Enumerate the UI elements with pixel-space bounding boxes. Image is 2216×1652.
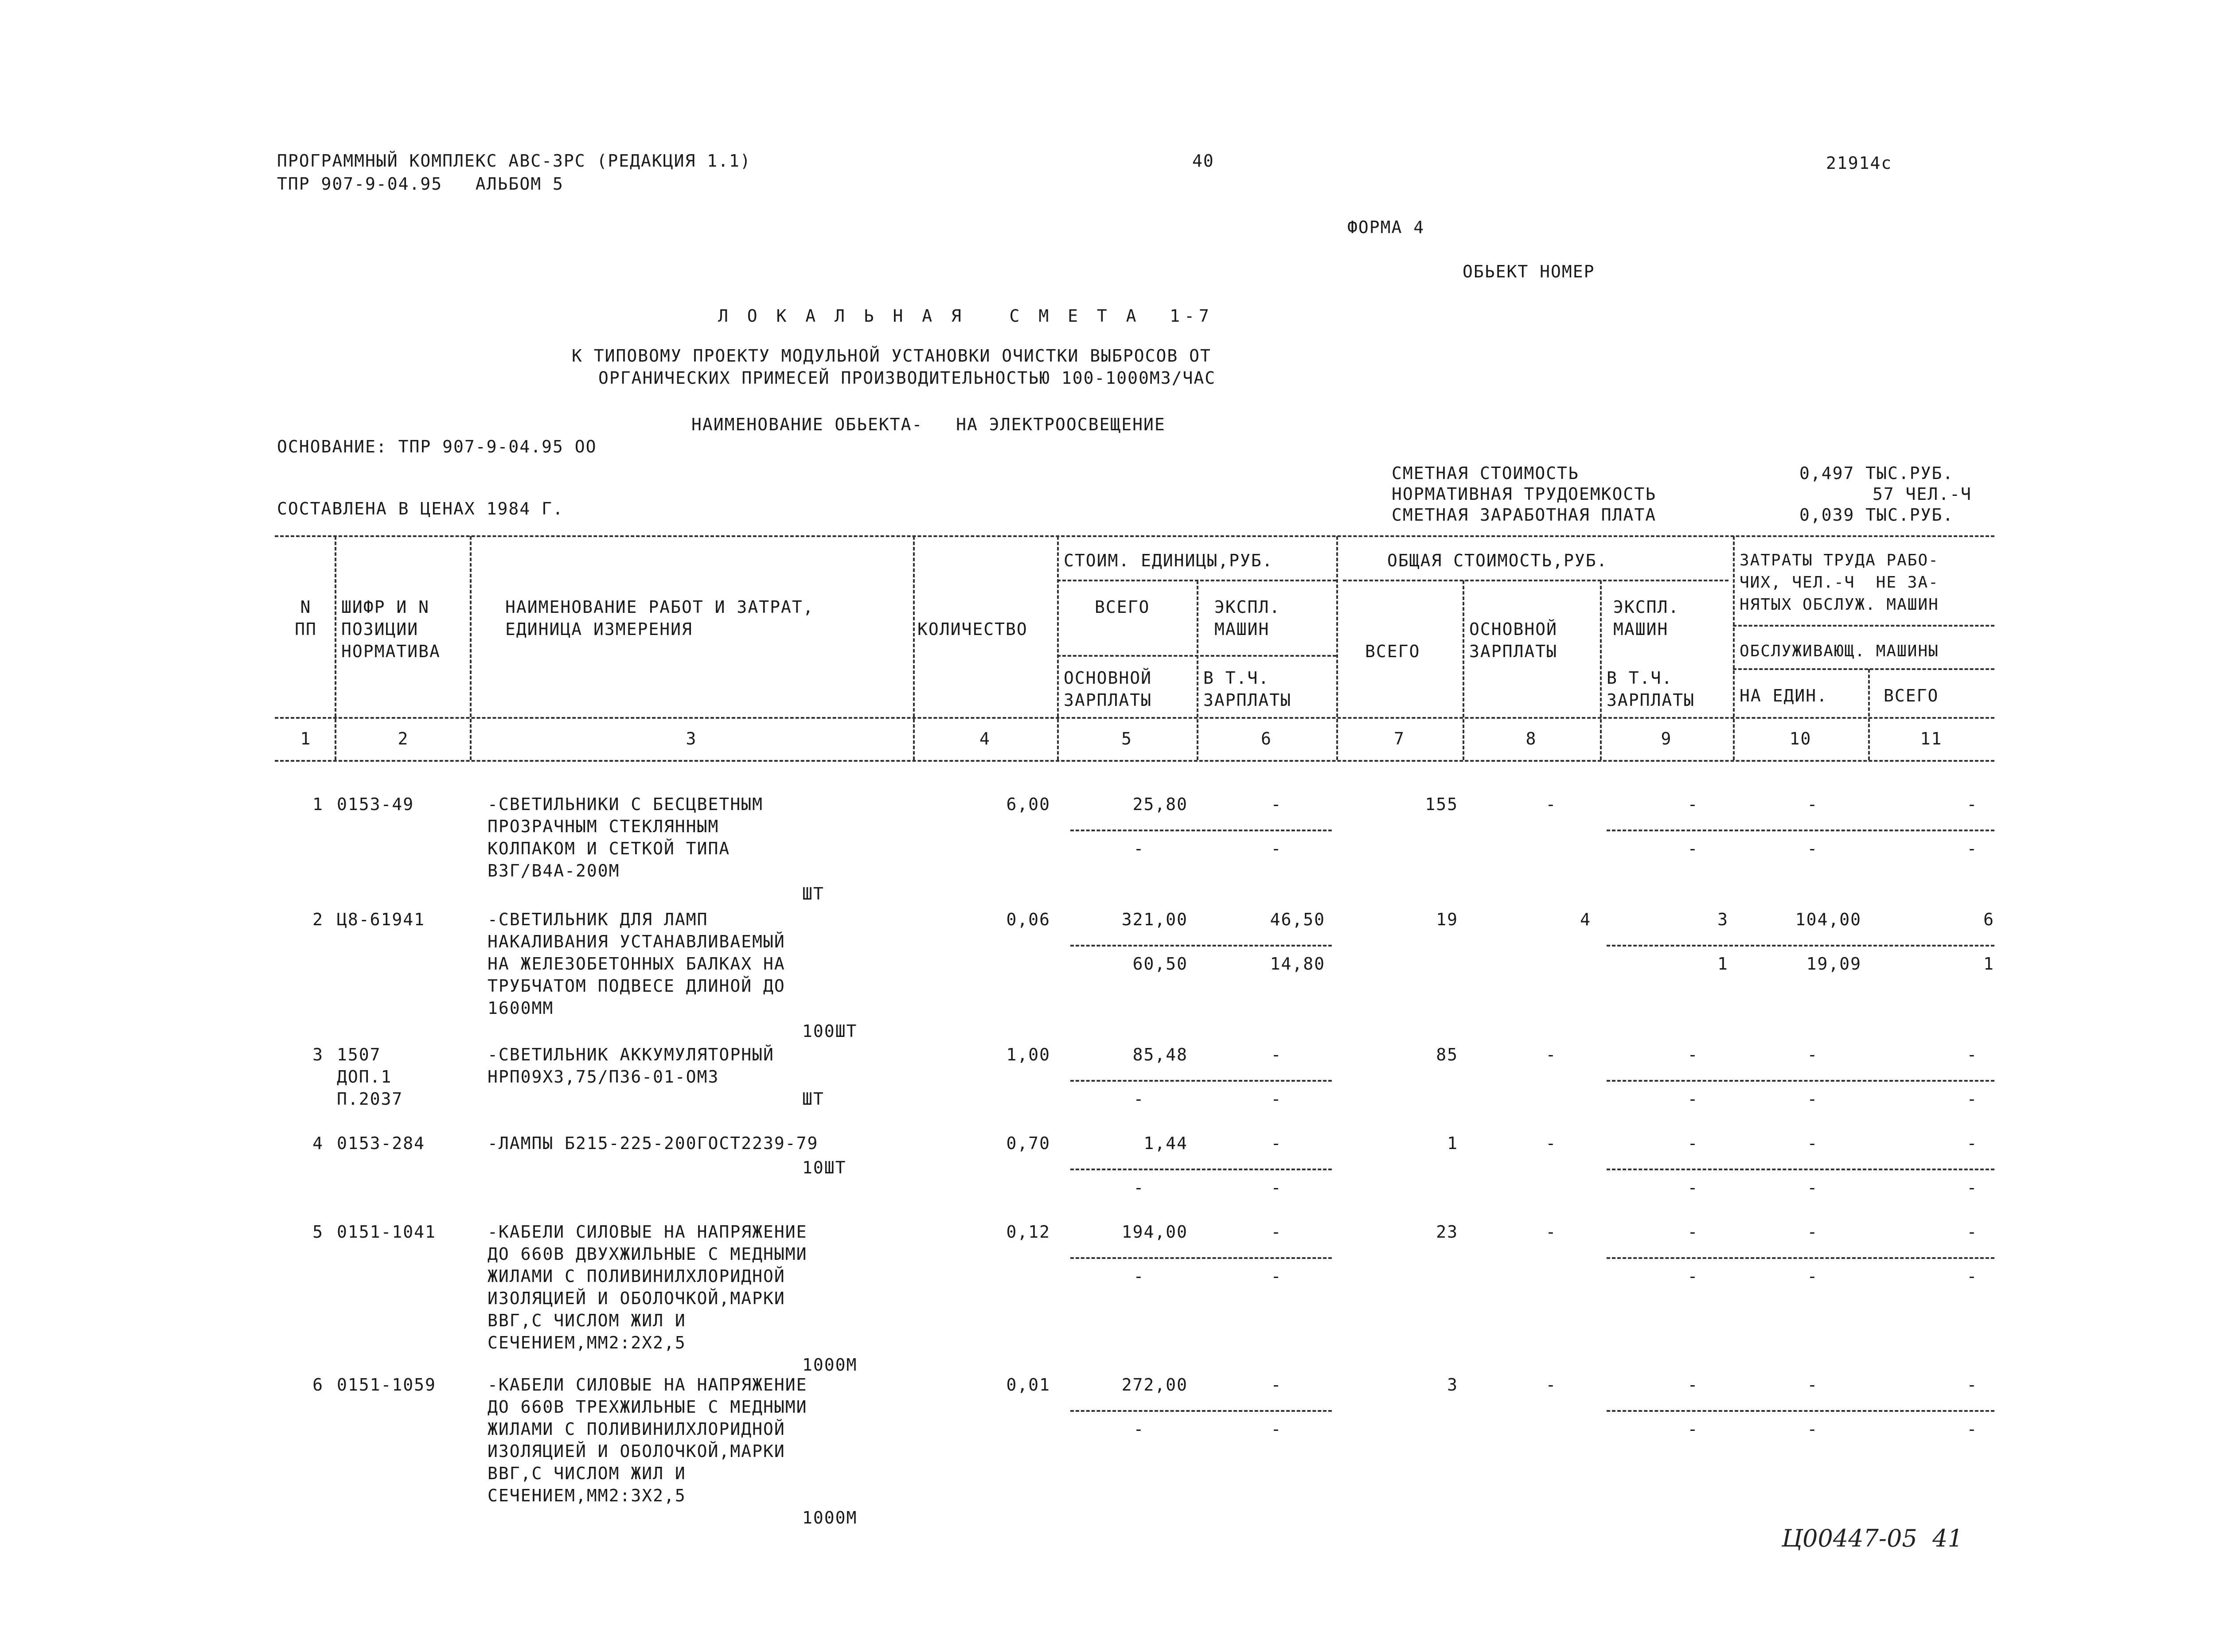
row-uc-wt: 14,80: [1270, 954, 1325, 974]
row-uc-total: 321,00: [1121, 910, 1188, 929]
summary-value-labor: 57 ЧЕЛ.-Ч: [1873, 484, 1972, 504]
row-tc-base: -: [1545, 1375, 1557, 1395]
row-labor-total-2: -: [1966, 1266, 1978, 1286]
row-labor-unit: -: [1807, 1134, 1818, 1153]
row-labor-unit: -: [1807, 795, 1818, 814]
row-tc-base: -: [1545, 1045, 1557, 1064]
header-col-2: ШИФР И N ПОЗИЦИИ НОРМАТИВА: [341, 597, 441, 661]
row-code: 0153-284: [337, 1134, 425, 1153]
row-qty: 0,01: [1006, 1375, 1050, 1395]
row-tc-expl: -: [1687, 1045, 1699, 1064]
header-tc-expl: ЭКСПЛ. МАШИН: [1613, 597, 1680, 639]
row-uc-wt: -: [1271, 1419, 1282, 1439]
object-number: ОБЬЕКТ НОМЕР: [1463, 262, 1595, 281]
row-name: -ЛАМПЫ Б215-225-200ГОСТ2239-79: [488, 1134, 819, 1153]
summary-value-salary: 0,039 ТЫС.РУБ.: [1799, 505, 1954, 525]
row-uc-total: 85,48: [1132, 1045, 1188, 1064]
row-qty: 0,06: [1006, 910, 1050, 929]
row-uc-total: 272,00: [1121, 1375, 1188, 1395]
row-divider: [1607, 1257, 1994, 1259]
object-name: НАИМЕНОВАНИЕ ОБЬЕКТА- НА ЭЛЕКТРООСВЕЩЕНИЕ: [691, 415, 1166, 434]
col-sep-6: [1336, 536, 1338, 760]
row-qty: 0,70: [1006, 1134, 1050, 1153]
row-divider: [1607, 1080, 1994, 1082]
row-tc-base: 4: [1580, 910, 1591, 929]
row-name: -СВЕТИЛЬНИК АККУМУЛЯТОРНЫЙ НРП09Х3,75/П36-01-ОМ3: [488, 1045, 774, 1087]
row-unit: 100ШТ: [802, 1021, 858, 1041]
row-labor-total: -: [1966, 1375, 1978, 1395]
row-tc-total: 19: [1436, 910, 1458, 929]
row-divider: [1607, 1169, 1994, 1170]
row-tc-expl: -: [1687, 1375, 1699, 1395]
row-tc-expl: -: [1687, 1134, 1699, 1153]
row-tc-wt: -: [1687, 1419, 1699, 1439]
row-labor-unit-2: -: [1807, 839, 1818, 858]
row-uc-expl: -: [1271, 1375, 1282, 1395]
composed-in-prices: СОСТАВЛЕНА В ЦЕНАХ 1984 Г.: [277, 499, 564, 518]
summary-label-labor: НОРМАТИВНАЯ ТРУДОЕМКОСТЬ: [1392, 484, 1657, 504]
header-total-cost: ОБЩАЯ СТОИМОСТЬ,РУБ.: [1387, 551, 1608, 570]
row-uc-base: -: [1133, 1089, 1145, 1109]
col-num-6: 6: [1261, 729, 1272, 748]
row-number: 6: [312, 1375, 324, 1395]
row-labor-total: 6: [1983, 910, 1994, 929]
row-labor-unit-2: -: [1807, 1266, 1818, 1286]
header-tc-total: ВСЕГО: [1365, 642, 1420, 661]
header-labor-serv: ОБСЛУЖИВАЮЩ. МАШИНЫ: [1740, 642, 1939, 660]
header-unit-cost: СТОИМ. ЕДИНИЦЫ,РУБ.: [1064, 551, 1273, 570]
row-labor-unit: -: [1807, 1375, 1818, 1395]
header-col-3: НАИМЕНОВАНИЕ РАБОТ И ЗАТРАТ, ЕДИНИЦА ИЗМЕРЕНИЯ: [505, 597, 814, 639]
row-tc-expl: -: [1687, 1222, 1699, 1242]
row-uc-base: -: [1133, 1419, 1145, 1439]
row-name: -КАБЕЛИ СИЛОВЫЕ НА НАПРЯЖЕНИЕ ДО 660В ДВУХЖИЛЬНЫЕ С МЕДНЫМИ ЖИЛАМИ С ПОЛИВИНИЛХЛОРИДНОЙ ИЗОЛЯЦИЕЙ И ОБОЛОЧКОЙ,МАРКИ ВВГ,С ЧИСЛОМ ЖИЛ И СЕЧЕНИЕМ,ММ2:2Х2,5: [488, 1222, 808, 1352]
row-divider: [1607, 1410, 1994, 1412]
row-tc-total: 1: [1447, 1134, 1458, 1153]
row-number: 2: [312, 910, 324, 929]
summary-value-cost: 0,497 ТЫС.РУБ.: [1799, 464, 1954, 483]
header-tc-wt: В Т.Ч. ЗАРПЛАТЫ: [1607, 668, 1695, 710]
row-divider: [1070, 1080, 1332, 1082]
row-tc-total: 23: [1436, 1222, 1458, 1242]
col-num-3: 3: [686, 729, 697, 748]
row-tc-expl: 3: [1717, 910, 1728, 929]
col-num-4: 4: [979, 729, 991, 748]
row-code: 0151-1059: [337, 1375, 436, 1395]
header-col-1: N ПП: [295, 597, 317, 639]
row-code: 0151-1041: [337, 1222, 436, 1242]
row-labor-unit: 104,00: [1795, 910, 1861, 929]
row-code: 0153-49: [337, 795, 414, 814]
col-sep-4: [1057, 536, 1059, 760]
row-divider: [1607, 945, 1994, 947]
header-uc-wt: В Т.Ч. ЗАРПЛАТЫ: [1203, 668, 1292, 710]
row-labor-unit-2: -: [1807, 1178, 1818, 1197]
row-labor-total: -: [1966, 795, 1978, 814]
row-uc-expl: 46,50: [1270, 910, 1325, 929]
header-labor: ЗАТРАТЫ ТРУДА РАБО- ЧИХ, ЧЕЛ.-Ч НЕ ЗА- НЯТЫХ ОБСЛУЖ. МАШИН: [1740, 551, 1939, 614]
row-uc-base: -: [1133, 1178, 1145, 1197]
col-sep-2: [470, 536, 472, 760]
title-line-1: К ТИПОВОМУ ПРОЕКТУ МОДУЛЬНОЙ УСТАНОВКИ ОЧИСТКИ ВЫБРОСОВ ОТ: [572, 346, 1211, 366]
row-divider: [1607, 830, 1994, 831]
row-labor-total-2: -: [1966, 1178, 1978, 1197]
row-unit: ШТ: [802, 884, 824, 904]
col-num-11: 11: [1920, 729, 1943, 748]
row-labor-total-2: -: [1966, 1089, 1978, 1109]
col-sep-3: [913, 536, 915, 760]
row-uc-base: 60,50: [1132, 954, 1188, 974]
row-uc-wt: -: [1271, 839, 1282, 858]
row-labor-unit-2: -: [1807, 1089, 1818, 1109]
row-unit: ШТ: [802, 1089, 824, 1109]
numbers-bottom-rule: [275, 760, 1994, 762]
program-title: ПРОГРАММНЫЙ КОМПЛЕКС АВС-ЗРС (РЕДАКЦИЯ 1.1): [277, 151, 751, 171]
row-qty: 1,00: [1006, 1045, 1050, 1064]
row-qty: 0,12: [1006, 1222, 1050, 1242]
col-sep-1: [335, 536, 336, 760]
title-line-2: ОРГАНИЧЕСКИХ ПРИМЕСЕЙ ПРОИЗВОДИТЕЛЬНОСТЬЮ 100-1000М3/ЧАС: [598, 368, 1216, 388]
row-uc-expl: -: [1271, 1045, 1282, 1064]
row-unit: 10ШТ: [802, 1158, 847, 1177]
row-uc-wt: -: [1271, 1266, 1282, 1286]
row-labor-total: -: [1966, 1134, 1978, 1153]
row-divider: [1070, 1410, 1332, 1412]
row-uc-total: 25,80: [1132, 795, 1188, 814]
row-uc-wt: -: [1271, 1089, 1282, 1109]
basis: ОСНОВАНИЕ: ТПР 907-9-04.95 ОО: [277, 437, 597, 456]
row-uc-expl: -: [1271, 1134, 1282, 1153]
row-number: 4: [312, 1134, 324, 1153]
row-number: 3: [312, 1045, 324, 1064]
handwritten-inventory-number: Ц00447-05 41: [1782, 1524, 1963, 1552]
row-tc-total: 85: [1436, 1045, 1458, 1064]
col-num-7: 7: [1394, 729, 1405, 748]
row-unit: 1000М: [802, 1355, 858, 1375]
subheader-rule-labor-2: [1733, 668, 1994, 670]
row-name: -КАБЕЛИ СИЛОВЫЕ НА НАПРЯЖЕНИЕ ДО 660В ТРЕХЖИЛЬНЫЕ С МЕДНЫМИ ЖИЛАМИ С ПОЛИВИНИЛХЛОРИДНОЙ ИЗОЛЯЦИЕЙ И ОБОЛОЧКОЙ,МАРКИ ВВГ,С ЧИСЛОМ ЖИЛ И СЕЧЕНИЕМ,ММ2:3Х2,5: [488, 1375, 808, 1505]
document-title: Л О К А Л Ь Н А Я С М Е Т А 1-7: [718, 306, 1213, 326]
row-tc-wt: -: [1687, 1266, 1699, 1286]
row-code: 1507 ДОП.1 П.2037: [337, 1045, 403, 1109]
row-name: -СВЕТИЛЬНИКИ С БЕСЦВЕТНЫМ ПРОЗРАЧНЫМ СТЕКЛЯННЫМ КОЛПАКОМ И СЕТКОЙ ТИПА ВЗГ/В4А-200М: [488, 795, 763, 881]
row-divider: [1070, 830, 1332, 831]
header-uc-expl: ЭКСПЛ. МАШИН: [1214, 597, 1281, 639]
row-tc-base: -: [1545, 1222, 1557, 1242]
summary-label-salary: СМЕТНАЯ ЗАРАБОТНАЯ ПЛАТА: [1392, 505, 1657, 525]
row-divider: [1070, 945, 1332, 947]
header-bottom-rule: [275, 717, 1994, 719]
col-num-2: 2: [398, 729, 409, 748]
col-num-5: 5: [1121, 729, 1132, 748]
row-divider: [1070, 1169, 1332, 1170]
row-uc-expl: -: [1271, 1222, 1282, 1242]
col-num-1: 1: [300, 729, 312, 748]
row-uc-wt: -: [1271, 1178, 1282, 1197]
row-name: -СВЕТИЛЬНИК ДЛЯ ЛАМП НАКАЛИВАНИЯ УСТАНАВЛИВАЕМЫЙ НА ЖЕЛЕЗОБЕТОННЫХ БАЛКАХ НА ТРУБЧАТОМ ПОДВЕСЕ ДЛИНОЙ ДО 1600ММ: [488, 910, 785, 1018]
row-labor-total-2: -: [1966, 1419, 1978, 1439]
row-number: 1: [312, 795, 324, 814]
row-uc-expl: -: [1271, 795, 1282, 814]
table-top-rule: [275, 535, 1994, 537]
form-label: ФОРМА 4: [1347, 218, 1425, 237]
row-qty: 6,00: [1006, 795, 1050, 814]
header-uc-total: ВСЕГО: [1095, 597, 1150, 617]
row-uc-total: 1,44: [1143, 1134, 1188, 1153]
subheader-rule-labor: [1733, 625, 1994, 627]
document-code: 21914с: [1826, 153, 1892, 173]
header-labor-unit: НА ЕДИН.: [1740, 686, 1828, 705]
header-uc-base: ОСНОВНОЙ ЗАРПЛАТЫ: [1064, 668, 1152, 710]
row-tc-wt: -: [1687, 1089, 1699, 1109]
row-tc-total: 3: [1447, 1375, 1458, 1395]
row-uc-base: -: [1133, 1266, 1145, 1286]
col-num-9: 9: [1661, 729, 1672, 748]
row-labor-total-2: 1: [1983, 954, 1994, 974]
summary-label-cost: СМЕТНАЯ СТОИМОСТЬ: [1392, 464, 1579, 483]
row-divider: [1070, 1257, 1332, 1259]
tpr-album: ТПР 907-9-04.95 АЛЬБОМ 5: [277, 174, 564, 194]
row-tc-base: -: [1545, 795, 1557, 814]
row-tc-expl: -: [1687, 795, 1699, 814]
row-labor-unit-2: 19,09: [1806, 954, 1861, 974]
row-uc-base: -: [1133, 839, 1145, 858]
row-labor-unit-2: -: [1807, 1419, 1818, 1439]
header-col-4: КОЛИЧЕСТВО: [917, 620, 1028, 639]
subheader-rule-total: [1343, 580, 1728, 581]
header-tc-base: ОСНОВНОЙ ЗАРПЛАТЫ: [1469, 620, 1558, 661]
row-labor-total: -: [1966, 1222, 1978, 1242]
row-tc-base: -: [1545, 1134, 1557, 1153]
row-tc-wt: 1: [1717, 954, 1728, 974]
row-labor-total-2: -: [1966, 839, 1978, 858]
row-labor-unit: -: [1807, 1045, 1818, 1064]
row-tc-wt: -: [1687, 1178, 1699, 1197]
col-num-10: 10: [1789, 729, 1812, 748]
row-code: Ц8-61941: [337, 910, 425, 929]
col-sep-9: [1733, 536, 1735, 760]
row-tc-total: 155: [1425, 795, 1458, 814]
col-num-8: 8: [1525, 729, 1537, 748]
row-labor-unit: -: [1807, 1222, 1818, 1242]
row-unit: 1000М: [802, 1508, 858, 1527]
page-number: 40: [1192, 151, 1214, 171]
row-tc-wt: -: [1687, 839, 1699, 858]
row-uc-total: 194,00: [1121, 1222, 1188, 1242]
row-number: 5: [312, 1222, 324, 1242]
header-labor-total: ВСЕГО: [1884, 686, 1939, 705]
row-labor-total: -: [1966, 1045, 1978, 1064]
